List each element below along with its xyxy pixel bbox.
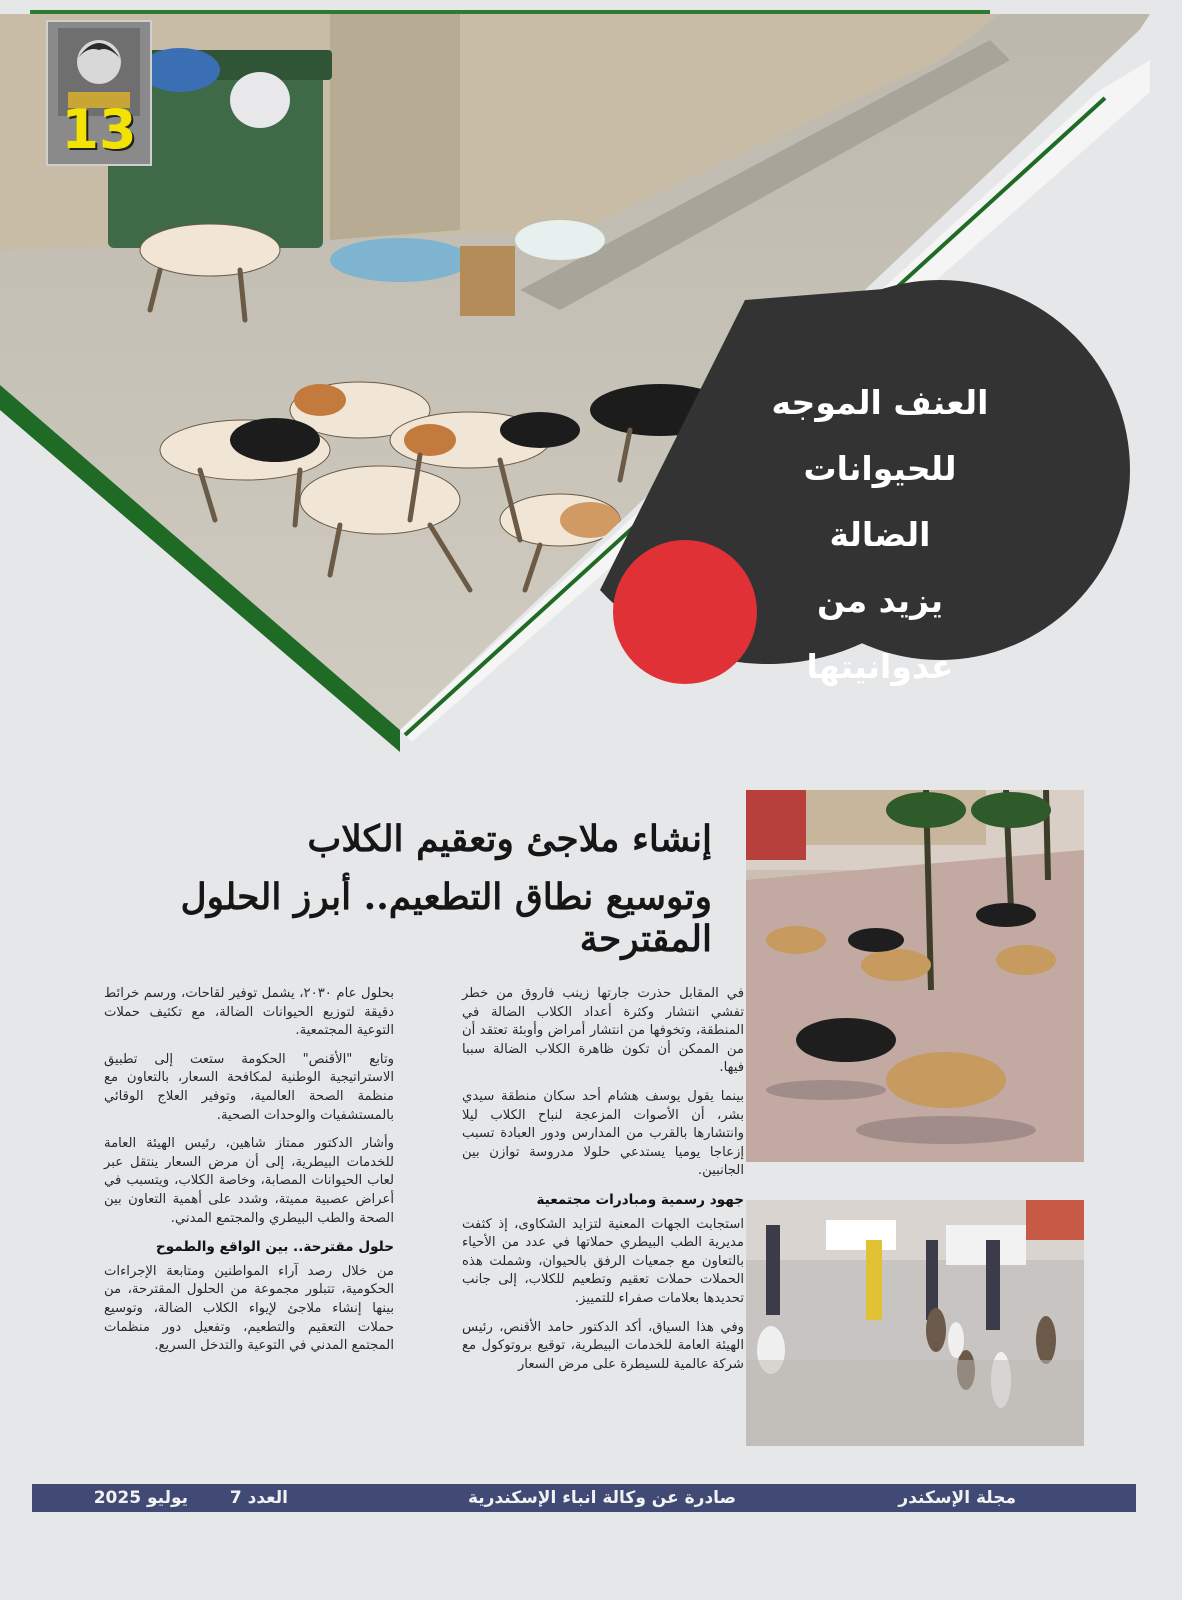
paragraph: في المقابل حذرت جارتها زينب فاروق من خطر تفشي انتشار وكثرة أعداد الكلاب الضالة في المنطقة، وتخوفها من انتشار أمراض وأوبئة تعتقد أن من الممكن أن تكون ظاهرة الكلاب الضالة سببا فيها. — [462, 986, 744, 1076]
hero-photo-composition — [0, 0, 1182, 760]
hero-title-line-2: للحيوانات الضالة — [803, 449, 957, 554]
article-headline-line-2: وتوسيع نطاق التطعيم.. أبرز الحلول المقترحة — [180, 876, 712, 960]
paragraph: بحلول عام ٢٠٣٠، يشمل توفير لقاحات، ورسم خرائط دقيقة لتوزيع الحيوانات الضالة، مع تكثيف حملات التوعية المجتمعية. — [104, 986, 394, 1039]
article-headline-line-1: إنشاء ملاجئ وتعقيم الكلاب — [307, 818, 712, 860]
hero-title — [760, 370, 1000, 700]
footer-date: يوليو 2025 — [93, 1488, 188, 1508]
dogs-crowd-photo — [746, 1200, 1084, 1446]
footer-issue: العدد 7 — [229, 1488, 288, 1508]
paragraph: من خلال رصد آراء المواطنين ومتابعة الإجراءات الحكومية، تتبلور مجموعة من الحلول المقترحة، من بينها إنشاء ملاجئ لإيواء الكلاب الضالة، وتوسيع حملات التعقيم والتطعيم، وتفعيل دور منظمات المجتمع المدني في التوعية والتدخل السريع. — [104, 1263, 394, 1354]
footer-bar — [32, 1484, 1136, 1512]
paragraph: استجابت الجهات المعنية لتزايد الشكاوى، إذ كثفت مديرية الطب البيطري حملاتها في عدد من الأحياء بالتعاون مع جمعيات الرفق بالحيوان، وشملت هذه الحملات حملات تعقيم وتطعيم للكلاب، إلى جانب تحديدها بعلامات صفراء للتمييز. — [462, 1216, 744, 1306]
article-column-left — [104, 985, 394, 1366]
page-number: 13 — [61, 98, 137, 161]
section-subheading: جهود رسمية ومبادرات مجتمعية — [536, 1191, 744, 1208]
red-accent-circle — [613, 540, 757, 684]
footer-publisher: صادرة عن وكالة انباء الإسكندرية — [467, 1488, 736, 1508]
footer-magazine-name: مجلة الإسكندر — [898, 1488, 1016, 1508]
paragraph: بينما يقول يوسف هشام أحد سكان منطقة سيدي بشر، أن الأصوات المزعجة لنباح الكلاب ليلا وانتشارها بالقرب من المدارس ودور العبادة تسبب إزعاجا يوميا يستدعي حلولا مدروسة توازن بين الجانبين. — [462, 1088, 744, 1179]
article-column-right — [462, 985, 744, 1384]
hero-title-line-1: العنف الموجه — [771, 383, 989, 422]
dogs-plaza-photo — [746, 790, 1084, 1162]
paragraph: وفي هذا السياق، أكد الدكتور حامد الأقنص، رئيس الهيئة العامة للخدمات البيطرية، توقيع بروتوكول مع شركة عالمية للسيطرة على مرض السعار — [462, 1319, 744, 1372]
page-badge — [46, 20, 152, 166]
paragraph: وأشار الدكتور ممتاز شاهين، رئيس الهيئة العامة للخدمات البيطرية، إلى أن مرض السعار ينتقل عبر لعاب الحيوانات المصابة، وخاصة الكلاب، ويتسبب في أعراض عصبية مميتة، وشدد على أهمية التعاون بين الصحة والطب البيطري والمجتمع المدني. — [104, 1136, 394, 1226]
paragraph: وتابع "الأقنص" الحكومة ستعت إلى تطبيق الاستراتيجية الوطنية لمكافحة السعار، بالتعاون مع منظمة الصحة العالمية، وتوفير العلاج الوقائي بالمستشفيات والوحدات الصحية. — [104, 1051, 394, 1123]
section-subheading: حلول مقترحة.. بين الواقع والطموح — [155, 1239, 394, 1256]
hero-title-line-3: يزيد من عدوانيتها — [806, 581, 954, 686]
